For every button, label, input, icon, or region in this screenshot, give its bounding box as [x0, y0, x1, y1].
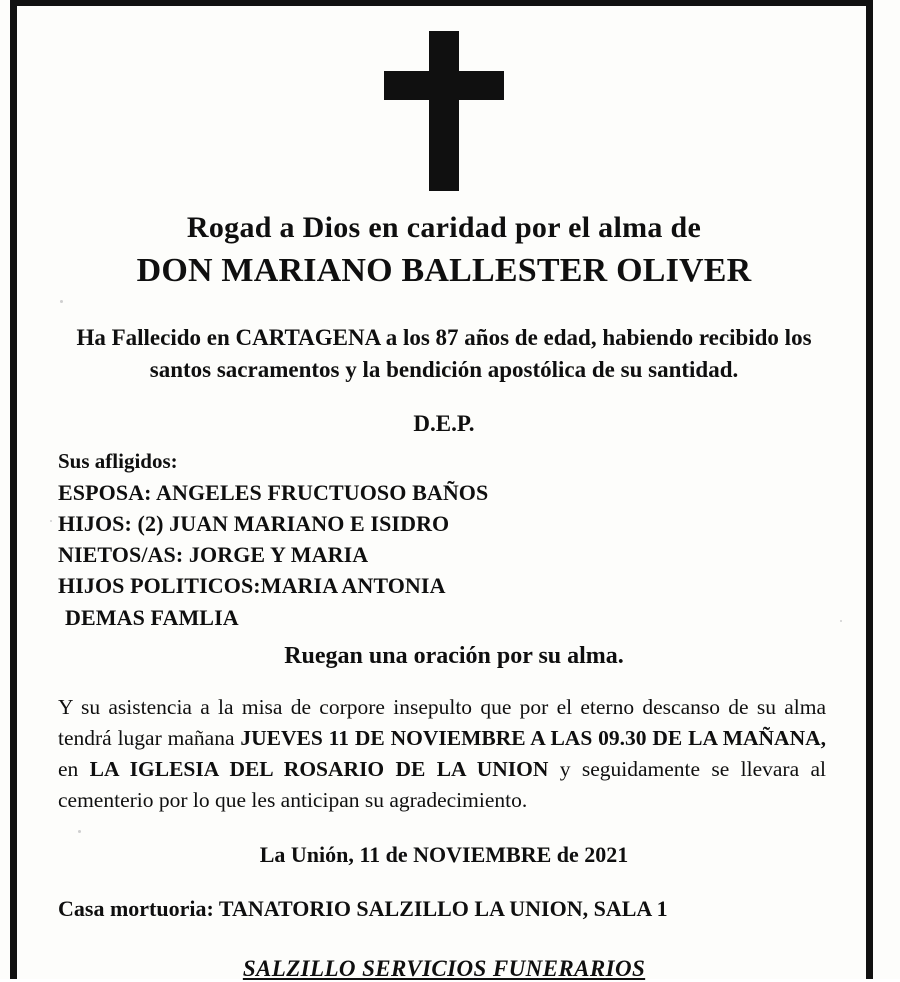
family-member: DEMAS FAMLIA	[65, 604, 239, 630]
cross-horizontal-bar	[384, 71, 504, 100]
cross-vertical-bar	[429, 31, 459, 191]
invocation-text: Rogad a Dios en caridad por el alma de	[186, 211, 702, 244]
border-frame-right	[866, 0, 873, 979]
mass-location-highlight: LA IGLESIA DEL ROSARIO DE LA UNION	[89, 757, 549, 782]
mass-text-part-2: en	[58, 757, 90, 782]
family-list	[30, 447, 858, 633]
obituary-content	[30, 0, 858, 982]
border-frame-left	[10, 0, 17, 979]
pray-request-text: Ruegan una oración por su alma.	[284, 642, 624, 669]
family-member: NIETOS/AS: JORGE Y MARIA	[58, 542, 369, 568]
family-member: HIJOS: (2) JUAN MARIANO E ISIDRO	[58, 510, 450, 536]
dep-abbreviation: D.E.P.	[413, 410, 475, 436]
place-and-date: La Unión, 11 de NOVIEMBRE de 2021	[259, 842, 629, 868]
family-intro-label: Sus afligidos:	[58, 448, 178, 473]
mortuary-info: Casa mortuoria: TANATORIO SALZILLO LA UNION, SALA 1	[58, 896, 668, 922]
cross-icon	[384, 31, 504, 191]
death-info-text: Ha Fallecido en CARTAGENA a los 87 años de edad, habiendo recibido los santos sacramentos y la bendición apostólica de su santidad.	[76, 324, 812, 383]
mass-text-part-3: y seguidamente se llevara al cementerio por lo que les anticipan su agradecimiento.	[58, 757, 826, 813]
cross-symbol-wrapper	[30, 0, 858, 208]
family-member: HIJOS POLITICOS:MARIA ANTONIA	[58, 573, 446, 599]
mass-details-paragraph	[30, 692, 858, 817]
family-member: ESPOSA: ANGELES FRUCTUOSO BAÑOS	[58, 479, 489, 505]
mass-datetime-highlight: JUEVES 11 DE NOVIEMBRE A LAS 09.30 DE LA MAÑANA,	[240, 725, 826, 750]
mass-text-part-1: Y su asistencia a la misa de corpore insepulto que por el eterno descanso de su alma tendrá lugar mañana	[58, 694, 826, 750]
funeral-home-name: SALZILLO SERVICIOS FUNERARIOS	[242, 956, 646, 982]
deceased-name: DON MARIANO BALLESTER OLIVER	[136, 252, 752, 290]
